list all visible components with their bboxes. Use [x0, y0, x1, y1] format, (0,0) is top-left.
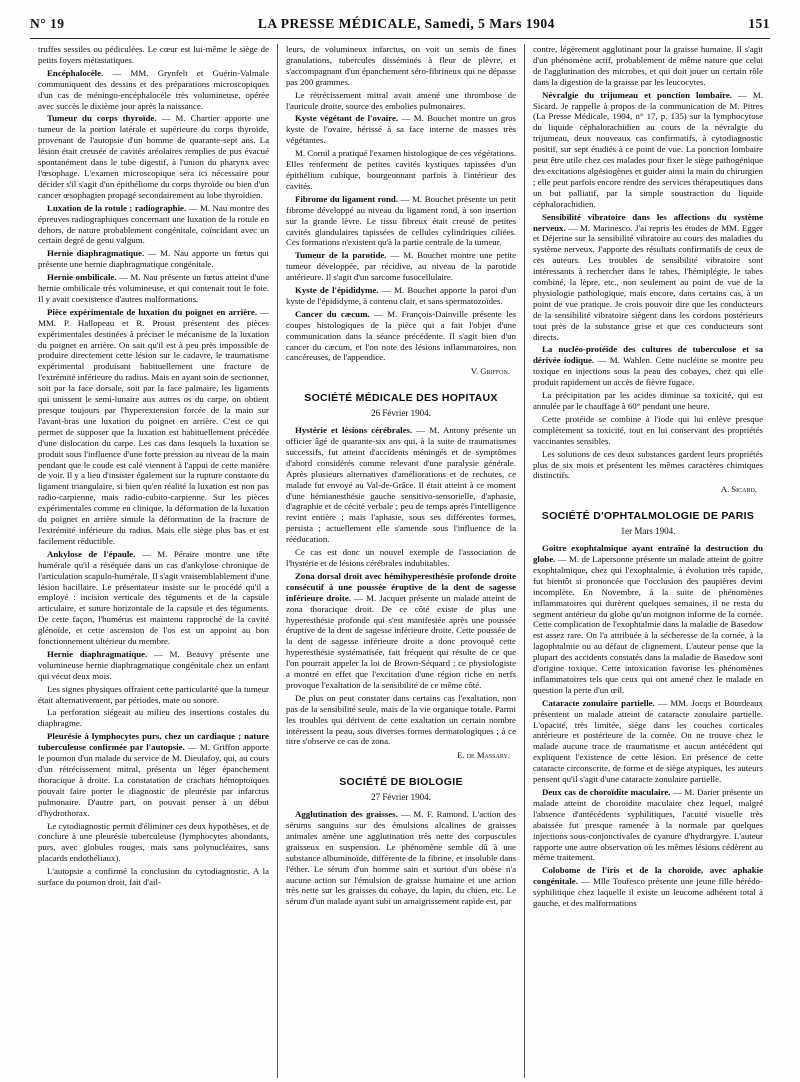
paragraph-heading: Fibrome du ligament rond. [295, 193, 399, 204]
paragraph [286, 809, 516, 907]
page-header [30, 16, 770, 36]
section-title-ophtalmologie: SOCIÉTÉ D'OPHTALMOLOGIE DE PARIS [541, 510, 755, 523]
paragraph-body: — M. François-Dainville présente les coupes histologiques de la pièce qui a fait l'objet d'une communication dans la séance précédente. Il s'agit bien d'un cancer du cæcum, et l'on note des lésions inflammatoires, non cancéreuses, de l'appendice. [286, 308, 516, 363]
paragraph [38, 549, 269, 647]
paragraph-heading: Cancer du cæcum. [295, 308, 370, 319]
paragraph-heading: Tumeur du corps thyroïde. [47, 113, 157, 124]
paragraph-heading: Ankylose de l'épaule. [47, 548, 136, 559]
paragraph-body: — M. Nau apporte un fœtus qui présente une hernie diaphragmatique congénitale. [38, 248, 269, 270]
col1-paragraphs [38, 44, 269, 888]
paragraph-heading: Colobome de l'iris et de la choroïde, avec aphakie congénitale. [533, 865, 763, 887]
paragraph: La perforation siégeait au milieu des insertions costales du diaphragme. [38, 707, 269, 729]
paragraph [286, 309, 516, 364]
paragraph-body: — MM. Grynfelt et Guérin-Valmale communiquent des dessins et des préparations microscopiques d'un cas de méningo-encéphalocèle très volumineuse, opérée avec succès le dixième jour après la naissance. [38, 67, 269, 111]
paragraph [38, 272, 269, 305]
paragraph-heading: Hystérie et lésions cérébrales. [295, 425, 413, 436]
paragraph [38, 68, 269, 112]
paragraph-body: — Mlle Toufesco présente une jeune fille hérédo-syphilitique chez laquelle il existe un leucome adhérent total à gauche, et des malformations [533, 876, 763, 909]
paragraph: Le rétrécissement mitral avait amené une thrombose de l'auricule droite, source des embolies pulmonaires. [286, 89, 516, 111]
paragraph-heading: Luxation de la rotule ; radiographie. [47, 202, 187, 213]
paragraph-heading: Goitre exophtalmique ayant entraîné la destruction du globe. [533, 543, 763, 564]
paragraph-heading: Kyste végétant de l'ovaire. [295, 113, 399, 124]
section-date-biologie: 27 Février 1904. [371, 792, 431, 803]
paragraph-body: — M. Bouchet montre une petite tumeur développée, par récidive, au niveau de la parotide antérieure. Il s'agit d'un sarcome fusocellulaire. [286, 250, 516, 283]
signature-griffon: V. Griffon. [470, 366, 510, 377]
col3b-paragraphs [533, 543, 763, 909]
paragraph [286, 113, 516, 146]
paragraph [286, 194, 516, 249]
signature-massary: E. de Massary. [457, 750, 510, 761]
paragraph [533, 344, 763, 388]
paragraph: L'autopsie a confirmé la conclusion du cytodiagnostic. A la surface du poumon droit, fait d'ail- [38, 866, 269, 888]
paragraph [38, 307, 269, 547]
columns [30, 44, 772, 1078]
paragraph [533, 865, 763, 909]
column-2 [277, 44, 524, 1078]
issue-number: N° 19 [30, 16, 65, 31]
paragraph-body: — M. F. Ramond. L'action des sérums sanguins sur des émulsions alcalines de graisses animales amène une agglutination très nette des corpuscules graisseux en suspension. Le phénomène semble dû à une substance albuminoïde, différente de la fibrine, et insoluble dans l'éther. Le sérum d'un homme sain et surtout d'un obèse n'a aucune action sur l'émulsion de graisse humaine et une action très nette sur les graisses du cobaye, du lapin, du chien, etc. Le sérum d'un malade ayant subi un amaigrissement rapide est, par [286, 809, 516, 907]
paragraph-heading: Hernie ombilicale. [47, 272, 117, 283]
paragraph-body: — M. Jacquet présente un malade atteint de zona thoracique droit. De ce côté existe de plus une hyperesthésie profonde qui s'est manifestée après une poussée éruptive de la dent de sagesse inférieure droite. Cette poussée de la dent de sagesse inférieure droite a donc provoqué cette hyperesthésie systématisée, fait fréquent qui résulte de ce que l'on pourrait appeler la loi de Brown-Séquard ; ce physiologiste a montré en effet que l'excitation d'une région riche en nerfs provoque l'exaltation de la sensibilité de ce même côté. [286, 592, 516, 690]
paragraph: La précipitation par les acides diminue sa toxicité, qui est annulée par le chauffage à 60° pendant une heure. [533, 390, 763, 411]
col3a-paragraphs [533, 44, 763, 481]
paragraph: leurs, de volumineux infarctus, on voit un semis de fines granulations, tubercules disséminés à fleur de plèvre, et s'accompagnant d'un épanchement séro-fibrineux qui ne dépasse pas 200 grammes. [286, 44, 516, 87]
col2b-paragraphs [286, 425, 516, 747]
paragraph-body: — MM. P. Hallopeau et R. Proust présentent des pièces expérimentales destinées à préciser le mécanisme de la luxation du poignet en arrière. On sait qu'il est à peu près impossible de produire directement cette lésion sur le cadavre, le traumatisme expérimental produisant habituellement une fracture de l'extrémité inférieure du radius. Mais en ayant soin de sectionner, soit par la face dorsale, soit par la face palmaire, les ligaments qui unissent le semi-lunaire aux autres os du carpe, on obtient presque toujours par l'hyperextension forcée de la main sur l'avant-bras une luxation du poignet en arrière. C'est ce qui permet de supposer que la luxation est habituellement précédée d'une dislocation du carpe. Les cas dans lesquels la luxation se produit sous l'influence d'une forte pression au niveau de la main pendant que le coude est calé viennent à l'appui de cette manière de voir. Il y a lieu d'insister également sur la rupture constante du ligament triangulaire, si bien qu'en réalité la luxation est non pas radio-carpienne, mais radio-cubito-carpienne. Sur les pièces expérimentales comme en clinique, la déformation de la luxation du poignet en arrière simule la déformation de la fracture de l'extrémité inférieure du radius. Mais elle siège plus bas et est facilement réductible. [38, 306, 269, 546]
paragraph-body: — M. Sicard. Je rappelle à propos de la communication de M. Pitres (La Presse Médicale, 1904, n° 17, p. 135) sur la lymphocytose du liquide céphalorachidien au cours de la névralgie du trijumeau, deux nouveaux cas confirmatifs, à cytodiagnostic positif, sur sept étudiés à ce point de vue. La ponction lombaire peut être utile chez ces malades pour fixer le siège pathogénique des excitations algésiogènes et guider ainsi la main du chirurgien ; elle peut parfois encore rendre des services thérapeutiques dans un but palliatif, par la simple soustraction du liquide céphalorachidien. [533, 89, 763, 209]
paragraph-body: — M. Nau montre des épreuves radiographiques concernant une luxation de la rotule en dehors, de nature probablement congénitale, coïncidant avec un certain degré de genu valgum. [38, 202, 270, 246]
paragraph-body: — M. Antony présente un officier âgé de quarante-six ans qui, à la suite de traumatismes successifs, fut atteint d'accidents méningés et de symptômes d'abord considérés comme relevant d'une paralysie générale. Après plusieurs alternatives d'améliorations et de rechutes, ce malade fut envoyé au Val-de-Grâce. Il était atteint à ce moment d'une hémianesthésie gauche sensitivo-sensorielle, d'aphasie, d'agraphie et de cécité verbale ; peu de temps après l'intelligence revint entière ; mais l'aphasie, sous ses différentes formes, persista ; actuellement elle s'amende sous l'influence de la rééducation. [286, 425, 516, 545]
paragraph [286, 250, 516, 283]
paragraph-body: — M. Chartier apporte une tumeur de la portion latérale et supérieure du corps thyroïde, provenant de l'autopsie d'un homme de quarante-sept ans. La lésion était creusée de cavités aréolaires remplies de pus évacué spontanément dans le tube digestif, à l'union du pharynx avec l'œsophage. L'examen microscopique sera ici nécessaire pour décider s'il s'agit d'un épithéliome du corps thyroïde ou bien d'un cancer œsophagien propagé secondairement au lobe thyroïdien. [38, 113, 269, 200]
paragraph-body: — M. Nau présente un fœtus atteint d'une hernie ombilicale très volumineuse, et qui contenait tout le foie. Il y avait coexistence d'autres malformations. [38, 272, 269, 304]
paragraph: Le cytodiagnostic permit d'éliminer ces deux hypothèses, et de conclure à une pleurésie tuberculeuse (lymphocytes abondants, purs, avec globules rouges, mais sans polynucléaires, sans placards endothéliaux). [38, 820, 269, 864]
paragraph [533, 698, 763, 785]
col2c-paragraphs [286, 809, 516, 907]
paragraph [38, 649, 269, 682]
paragraph [533, 90, 763, 210]
paragraph-body: — M. de Lapersonne présente un malade atteint de goitre exophtalmique, chez qui l'exophtalmie, à évolution très rapide, fut bientôt si prononcée que l'occlusion des paupières devint incomplète. En Novembre, à la suite de phénomènes inflammatoires qui durèrent quelques semaines, il ne resta du segment antérieur du globe qu'un moignon informe de la cornée. Cette complication de l'exophtalmie dans la maladie de Basedow est assez rare. On l'a attribuée à la sécheresse de la cornée, à la lagophtalmie ou au défaut de clignement. L'auteur pense que la plupart des accidents constatés dans la maladie de Basedow sont d'origine toxique. Cette intoxication favorise les phénomènes inflammatoires tels que ceux qui ont amené chez le malade en question la perte d'un œil. [533, 553, 763, 695]
paragraph-body: — M. Bouchet présente un petit fibrome développé au niveau du ligament rond, à son insertion sur la grande lèvre. Le tissu fibreux était creusé de petites cavités glandulaires tapissées de cellules cylindriques ciliées. Ces formations n'existent qu'à la partie centrale de la tumeur. [286, 193, 516, 248]
section-title-biologie: SOCIÉTÉ DE BIOLOGIE [339, 776, 463, 789]
paragraph-heading: La nucléo-protéide des cultures de tuberculose et sa dérivée iodique. [533, 344, 763, 366]
paragraph-heading: Hernie diaphragmatique. [47, 248, 145, 259]
paragraph: contre, légèrement agglutinant pour la graisse humaine. Il s'agit d'un phénomène actif, probablement de même nature que celui de l'agglutination des microbes, et qui doit jouer un certain rôle dans la digestion de la graisse par les leucocytes. [533, 44, 763, 87]
paragraph [38, 113, 269, 200]
paragraph: Les solutions de ces deux substances gardent leurs propriétés plus de six mois et présentent les mêmes caractères chimiques distinctifs. [533, 448, 763, 481]
col2a-paragraphs [286, 44, 516, 363]
paragraph-heading: Deux cas de choroïdite maculaire. [542, 787, 671, 797]
section-title-hopitaux: SOCIÉTÉ MÉDICALE DES HOPITAUX [304, 392, 498, 405]
page-number: 151 [748, 16, 770, 31]
paragraph-body: — M. Beauvy présente une volumineuse hernie diaphragmatique congénitale chez un enfant qui vécut deux mois. [38, 648, 269, 681]
column-1 [30, 44, 277, 1078]
paragraph-heading: Agglutination des graisses. [295, 809, 398, 820]
paragraph [38, 731, 269, 818]
column-3 [524, 44, 771, 1078]
section-date-hopitaux: 26 Février 1904. [371, 408, 431, 419]
paragraph-body: — MM. Jocqs et Bourdeaux présentent un malade atteint de cataracte zonulaire partielle. L'opacité, très limitée, siège dans les couches corticales antérieure et postérieure de la cornée. On ne trouve chez le malade aucune trace de traumatisme et aucun antécédent qui expliquent l'existence de cette lésion. En présence de cette cataracte circonscrite, de forme et de siège atypiques, les auteurs pensent qu'il s'agit d'une cataracte zonulaire partielle. [533, 697, 763, 785]
paragraph-body: — M. Bouchet apporte la paroi d'un kyste de l'épididyme, à contenu clair, et sans spermatozoïdes. [286, 285, 516, 306]
paragraph-heading: Kyste de l'épididyme. [295, 285, 379, 296]
paragraph-body: — M. Darier présente un malade atteint de choroïdite maculaire chez lequel, malgré l'absence d'antécédents syphilitiques, l'acuité visuelle très abaissée fut presque ramenée à la normale par quelques injections sous-conjonctivales de cyanure d'hydrargyre. L'auteur rapporte une autre observation où les mêmes lésions cédèrent au même traitement. [533, 787, 763, 863]
masthead-title: LA PRESSE MÉDICALE, Samedi, 5 Mars 1904 [257, 16, 555, 31]
paragraph-body: — M. Griffon apporte le poumon d'un malade du service de M. Dieulafoy, qui, au cours d'un rétrécissement mitral, présenta un léger épanchement thoracique à droite. La constatation de crachats hémoptoïques pouvait faire porter le diagnostic de pleurésie par infarctus pulmonaire. D'autre part, on pouvait penser à un début d'hydrothorax. [38, 742, 269, 818]
paragraph-heading: Névralgie du trijumeau et ponction lombaire. [542, 89, 732, 100]
paragraph [38, 203, 269, 247]
paragraph [286, 571, 516, 691]
paragraph: M. Cornil a pratiqué l'examen histologique de ces végétations. Elles renferment de petites cavités kystiques tapissées d'un épithélium cubique, bourgeonnant parfois à l'intérieur des cavités. [286, 148, 516, 191]
paragraph-body: — M. Péraire montre une tête humérale qu'il a réséquée dans un cas d'ankylose chronique de l'articulation scapulo-humérale. Il s'agit vraisemblablement d'une lésion bacillaire. Le présentateur insiste sur le procédé qu'il a employé : incision verticale des téguments et de la capsule articulaire, et suture horizontale de la capsule et des téguments. De cette façon, l'humérus est maintenu rapproché de la cavité glénoïde, et cette ascension de l'os est un appoint au bon fonctionnement ultérieur du membre. [38, 548, 269, 647]
paragraph: Ce cas est donc un nouvel exemple de l'association de l'hystérie et de lésions cérébrales indubitables. [286, 547, 516, 568]
paragraph: Cette protéide se combine à l'iode qui lui enlève presque complètement sa toxicité, tout en lui conservant des propriétés vaccinantes sensibles. [533, 413, 763, 446]
paragraph-heading: Tumeur de la parotide. [295, 250, 387, 261]
section-date-ophtalmologie: 1er Mars 1904. [620, 526, 676, 537]
paragraph-heading: Sensibilité vibratoire dans les affections du système nerveux. [533, 211, 763, 233]
paragraph-heading: Pleurésie à lymphocytes purs, chez un cardiaque ; nature tuberculeuse confirmée par l'autopsie. [38, 731, 269, 753]
paragraph: Les signes physiques offraient cette particularité que la tumeur était alternativement, par périodes, mate ou sonore. [38, 683, 269, 705]
paragraph-body: — M. Marinesco. J'ai repris les études de MM. Egger et Déjerine sur la sensibilité vibratoire au cours des maladies du système nerveux. J'apporte des résultats confirmatifs de ceux de ces auteurs. Les troubles de sensibilité vibratoire sont intéressants à rechercher dans le tabes, l'hémiplégie, le tabes combiné, la lèpre, etc., non seulement au point de vue de la physiologie pathologique, mais encore, dans certains cas, à un point de vue pratique. Je crois pouvoir dire que les conducteurs de la sensibilité vibratoire siègent dans les cordons postérieurs tout près de la substance grise et que ces conducteurs sont directs. [533, 222, 763, 342]
paragraph [286, 285, 516, 307]
paragraph [38, 248, 269, 270]
paragraph-heading: Pièce expérimentale de luxation du poignet en arrière. [47, 306, 258, 317]
paragraph-heading: Zona dorsal droit avec hémihyperesthésie profonde droite consécutif à une poussée éruptive de la dent de sagesse inférieure droite. [286, 570, 516, 603]
paragraph: De plus on peut constater dans certains cas l'exaltation, non pas de la sensibilité seule, mais de la vie organique totale. Parmi les troubles qui dérivent de cette exaltation un certain nombre intéressent la peau, sous diverses formes dermatologiques ; à ce titre s'observe ce cas de zona. [286, 692, 516, 747]
paragraph [286, 425, 516, 545]
paragraph [533, 543, 763, 696]
header-rule [30, 38, 770, 39]
paragraph-heading: Hernie diaphragmatique. [47, 648, 148, 659]
paragraph-body: — M. Wahlen. Cette nucléine se montre peu toxique en injections sous la peau des cobayes, chez qui elle produit rapidement un accès de fièvre fugace. [533, 355, 763, 388]
paragraph-heading: Cataracte zonulaire partielle. [542, 697, 655, 708]
signature-sicard: A. Sicard. [720, 484, 757, 495]
paragraph-heading: Encéphalocèle. [47, 67, 104, 78]
paragraph-body: — M. Bouchet montre un gros kyste de l'ovaire, hérissé à sa face interne de masses très végétantes. [286, 113, 516, 146]
paragraph: truffes sessiles ou pédiculées. Le cœur est lui-même le siège de petits foyers métastatiques. [38, 44, 269, 65]
paragraph [533, 787, 763, 863]
paragraph [533, 212, 763, 343]
